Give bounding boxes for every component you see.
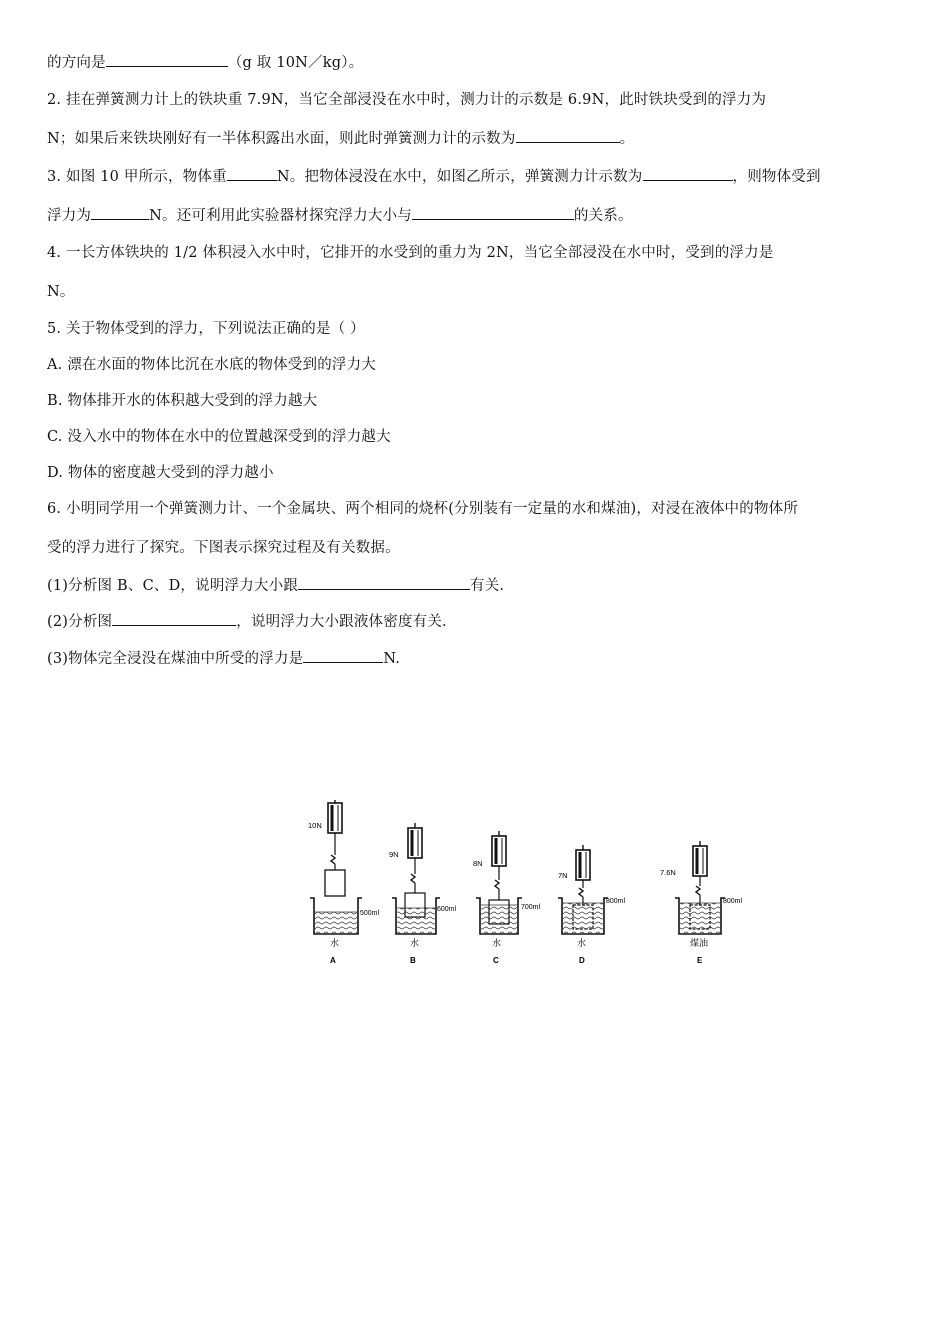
panel-letter: D bbox=[579, 956, 585, 965]
answer-blank bbox=[412, 205, 574, 220]
line-text: ，则物体受到 bbox=[732, 169, 821, 185]
spring-scale bbox=[408, 828, 422, 858]
line-text: (3)物体完全浸没在煤油中所受的浮力是 bbox=[47, 651, 304, 667]
answer-blank bbox=[106, 52, 228, 67]
line-text: A. 漂在水面的物体比沉在水底的物体受到的浮力大 bbox=[47, 357, 376, 373]
figure-svg bbox=[300, 800, 770, 970]
answer-blank bbox=[516, 128, 620, 143]
q5-option-a bbox=[47, 355, 376, 375]
water bbox=[481, 905, 517, 933]
line-text: 的关系。 bbox=[573, 208, 633, 224]
line-text: (2)分析图 bbox=[47, 614, 113, 630]
panel-c bbox=[473, 831, 541, 965]
q6-sub-1 bbox=[47, 575, 504, 596]
line-text: 的方向是 bbox=[47, 55, 106, 71]
liquid-label: 水 bbox=[577, 938, 587, 948]
line-text: 受的浮力进行了探究。下图表示探究过程及有关数据。 bbox=[47, 540, 400, 556]
force-label: 10N bbox=[308, 821, 322, 830]
line-text: 浮力为 bbox=[47, 208, 92, 224]
q3-line-2 bbox=[47, 205, 633, 226]
panel-letter: B bbox=[410, 956, 416, 965]
line-text: 5. 关于物体受到的浮力，下列说法正确的是（ ） bbox=[47, 321, 365, 337]
q5-option-c bbox=[47, 427, 391, 447]
water bbox=[315, 912, 357, 933]
q4-line-1 bbox=[47, 243, 774, 263]
answer-blank bbox=[227, 166, 277, 181]
line-text: N。把物体浸没在水中，如图乙所示，弹簧测力计示数为 bbox=[276, 169, 643, 185]
q6-sub-2 bbox=[47, 611, 447, 632]
spring-scale bbox=[328, 803, 342, 833]
q2-line-1 bbox=[47, 90, 766, 110]
line-text: N. bbox=[383, 651, 401, 667]
metal-block bbox=[325, 870, 345, 896]
panel-letter: A bbox=[330, 956, 336, 965]
panel-letter: E bbox=[697, 956, 703, 965]
q1-tail-line bbox=[47, 52, 363, 73]
q5-stem bbox=[47, 319, 365, 339]
answer-blank bbox=[298, 575, 470, 590]
force-label: 9N bbox=[389, 850, 399, 859]
line-text: B. 物体排开水的体积越大受到的浮力越大 bbox=[47, 393, 318, 409]
force-label: 7N bbox=[558, 871, 568, 880]
q5-option-b bbox=[47, 391, 317, 411]
spring-scale bbox=[576, 850, 590, 880]
q4-line-2 bbox=[47, 282, 75, 302]
volume-label: 800ml bbox=[723, 898, 743, 905]
panel-b bbox=[389, 823, 457, 965]
q6-sub-3 bbox=[47, 648, 400, 669]
volume-label: 700ml bbox=[521, 904, 541, 911]
volume-label: 600ml bbox=[437, 906, 457, 913]
spring-scale bbox=[492, 836, 506, 866]
liquid-label: 水 bbox=[330, 938, 340, 948]
line-text: ，说明浮力大小跟液体密度有关. bbox=[236, 614, 447, 630]
line-text: 。 bbox=[619, 131, 635, 147]
panel-e bbox=[660, 841, 743, 965]
answer-blank bbox=[112, 611, 236, 626]
answer-blank bbox=[91, 205, 149, 220]
q6-line-2 bbox=[47, 538, 400, 558]
line-text: N。 bbox=[47, 284, 75, 300]
panel-letter: C bbox=[493, 956, 499, 965]
panel-d bbox=[558, 845, 626, 965]
buoyancy-experiment-figure bbox=[300, 800, 770, 970]
panel-a bbox=[308, 800, 380, 965]
line-text: 有关. bbox=[470, 578, 505, 594]
force-label: 8N bbox=[473, 859, 483, 868]
volume-label: 800ml bbox=[606, 898, 626, 905]
answer-blank bbox=[303, 648, 383, 663]
volume-label: 500ml bbox=[360, 910, 380, 917]
force-label: 7.6N bbox=[660, 868, 676, 877]
liquid-label: 水 bbox=[410, 938, 420, 948]
line-text: N。还可利用此实验器材探究浮力大小与 bbox=[149, 208, 412, 224]
line-text: 2. 挂在弹簧测力计上的铁块重 7.9N，当它全部浸没在水中时，测力计的示数是 6.9N，此时铁块受到的浮力为 bbox=[47, 92, 767, 108]
q3-line-1 bbox=[47, 166, 821, 187]
q2-line-2 bbox=[47, 128, 634, 149]
line-text: （g 取 10N／kg）。 bbox=[227, 55, 364, 71]
answer-blank bbox=[643, 166, 733, 181]
line-text: 4. 一长方体铁块的 1/2 体积浸入水中时，它排开的水受到的重力为 2N，当它全部浸没在水中时，受到的浮力是 bbox=[47, 245, 774, 261]
spring-scale bbox=[693, 846, 707, 876]
q6-line-1 bbox=[47, 499, 798, 519]
line-text: (1)分析图 B、C、D，说明浮力大小跟 bbox=[47, 578, 299, 594]
line-text: 6. 小明同学用一个弹簧测力计、一个金属块、两个相同的烧杯(分别装有一定量的水和煤油)，对浸在液体中的物体所 bbox=[47, 501, 799, 517]
liquid-label: 煤油 bbox=[690, 938, 709, 948]
liquid-label: 水 bbox=[492, 938, 502, 948]
q5-option-d bbox=[47, 463, 274, 483]
water bbox=[397, 908, 435, 933]
line-text: D. 物体的密度越大受到的浮力越小 bbox=[47, 465, 274, 481]
line-text: C. 没入水中的物体在水中的位置越深受到的浮力越大 bbox=[47, 429, 391, 445]
line-text: N；如果后来铁块刚好有一半体积露出水面，则此时弹簧测力计的示数为 bbox=[47, 131, 516, 147]
line-text: 3. 如图 10 甲所示，物体重 bbox=[47, 169, 227, 185]
